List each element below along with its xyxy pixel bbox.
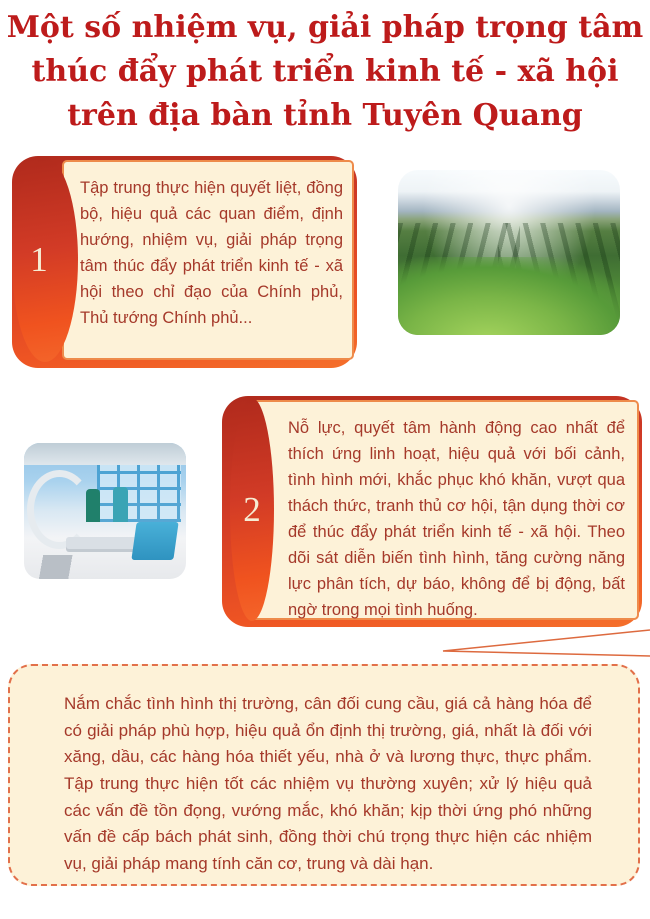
task-block-1 [12,156,357,368]
task-block-2-text: Nỗ lực, quyết tâm hành động cao nhất để thích ứng linh hoạt, hiệu quả với bối cảnh, tình hình mới, khắc phục khó khăn, vượt qua thách thức, tranh thủ cơ hội, tận dụng thời cơ để thúc đẩy phát triển kinh tế - xã hội. Theo dõi sát diễn biến tình hình, tăng cường năng lực phân tích, dự báo, không để bị động, bất ngờ trong mọi tình huống. [288,419,625,620]
page-title [0,6,650,138]
tea-plantation-photo [398,170,620,335]
hospital-photo-surgeon-1 [86,489,101,522]
hospital-photo-floor-stripe [24,555,121,579]
page-title-line-1: Một số nhiệm vụ, giải pháp trọng tâm [6,10,644,45]
page-title-line-2: thúc đẩy phát triển kinh tế - xã hội [31,54,619,89]
hospital-photo-drape [131,522,178,560]
task-block-3 [8,664,640,886]
hospital-photo-shelves [97,465,181,522]
tea-photo-foreground-leaves [398,257,620,335]
hospital-photo-surgeon-2 [113,487,128,522]
page-title-line-3: trên địa bàn tỉnh Tuyên Quang [67,98,583,133]
task-block-2-number: 2 [243,489,261,529]
hospital-photo-ceiling [24,443,186,465]
task-block-3-text: Nắm chắc tình hình thị trường, cân đối cung cầu, giá cả hàng hóa để có giải pháp phù hợp, hiệu quả ổn định thị trường, giá, nhất là đối với xăng, dầu, các hàng hóa thiết yếu, nhà ở và lương thực, thực phẩm. Tập trung thực hiện tốt các nhiệm vụ thường xuyên; xử lý hiệu quả các vấn đề tồn đọng, vướng mắc, khó khăn; kịp thời ứng phó những vấn đề cấp bách phát sinh, đồng thời chú trọng thực hiện các nhiệm vụ, giải pháp mang tính căn cơ, trung và dài hạn. [64,694,592,874]
hospital-operating-room-photo [24,443,186,579]
connector-wedge-icon [440,622,650,662]
task-block-2 [222,396,642,627]
task-block-1-textbox [62,160,354,360]
task-block-1-number: 1 [30,240,48,279]
task-block-2-textbox [248,400,639,620]
task-block-1-text: Tập trung thực hiện quyết liệt, đồng bộ, hiệu quả các quan điểm, định hướng, nhiệm vụ, giải pháp trọng tâm thúc đẩy phát triển kinh tế - xã hội theo chỉ đạo của Chính phủ, Thủ tướng Chính phủ... [80,179,343,328]
